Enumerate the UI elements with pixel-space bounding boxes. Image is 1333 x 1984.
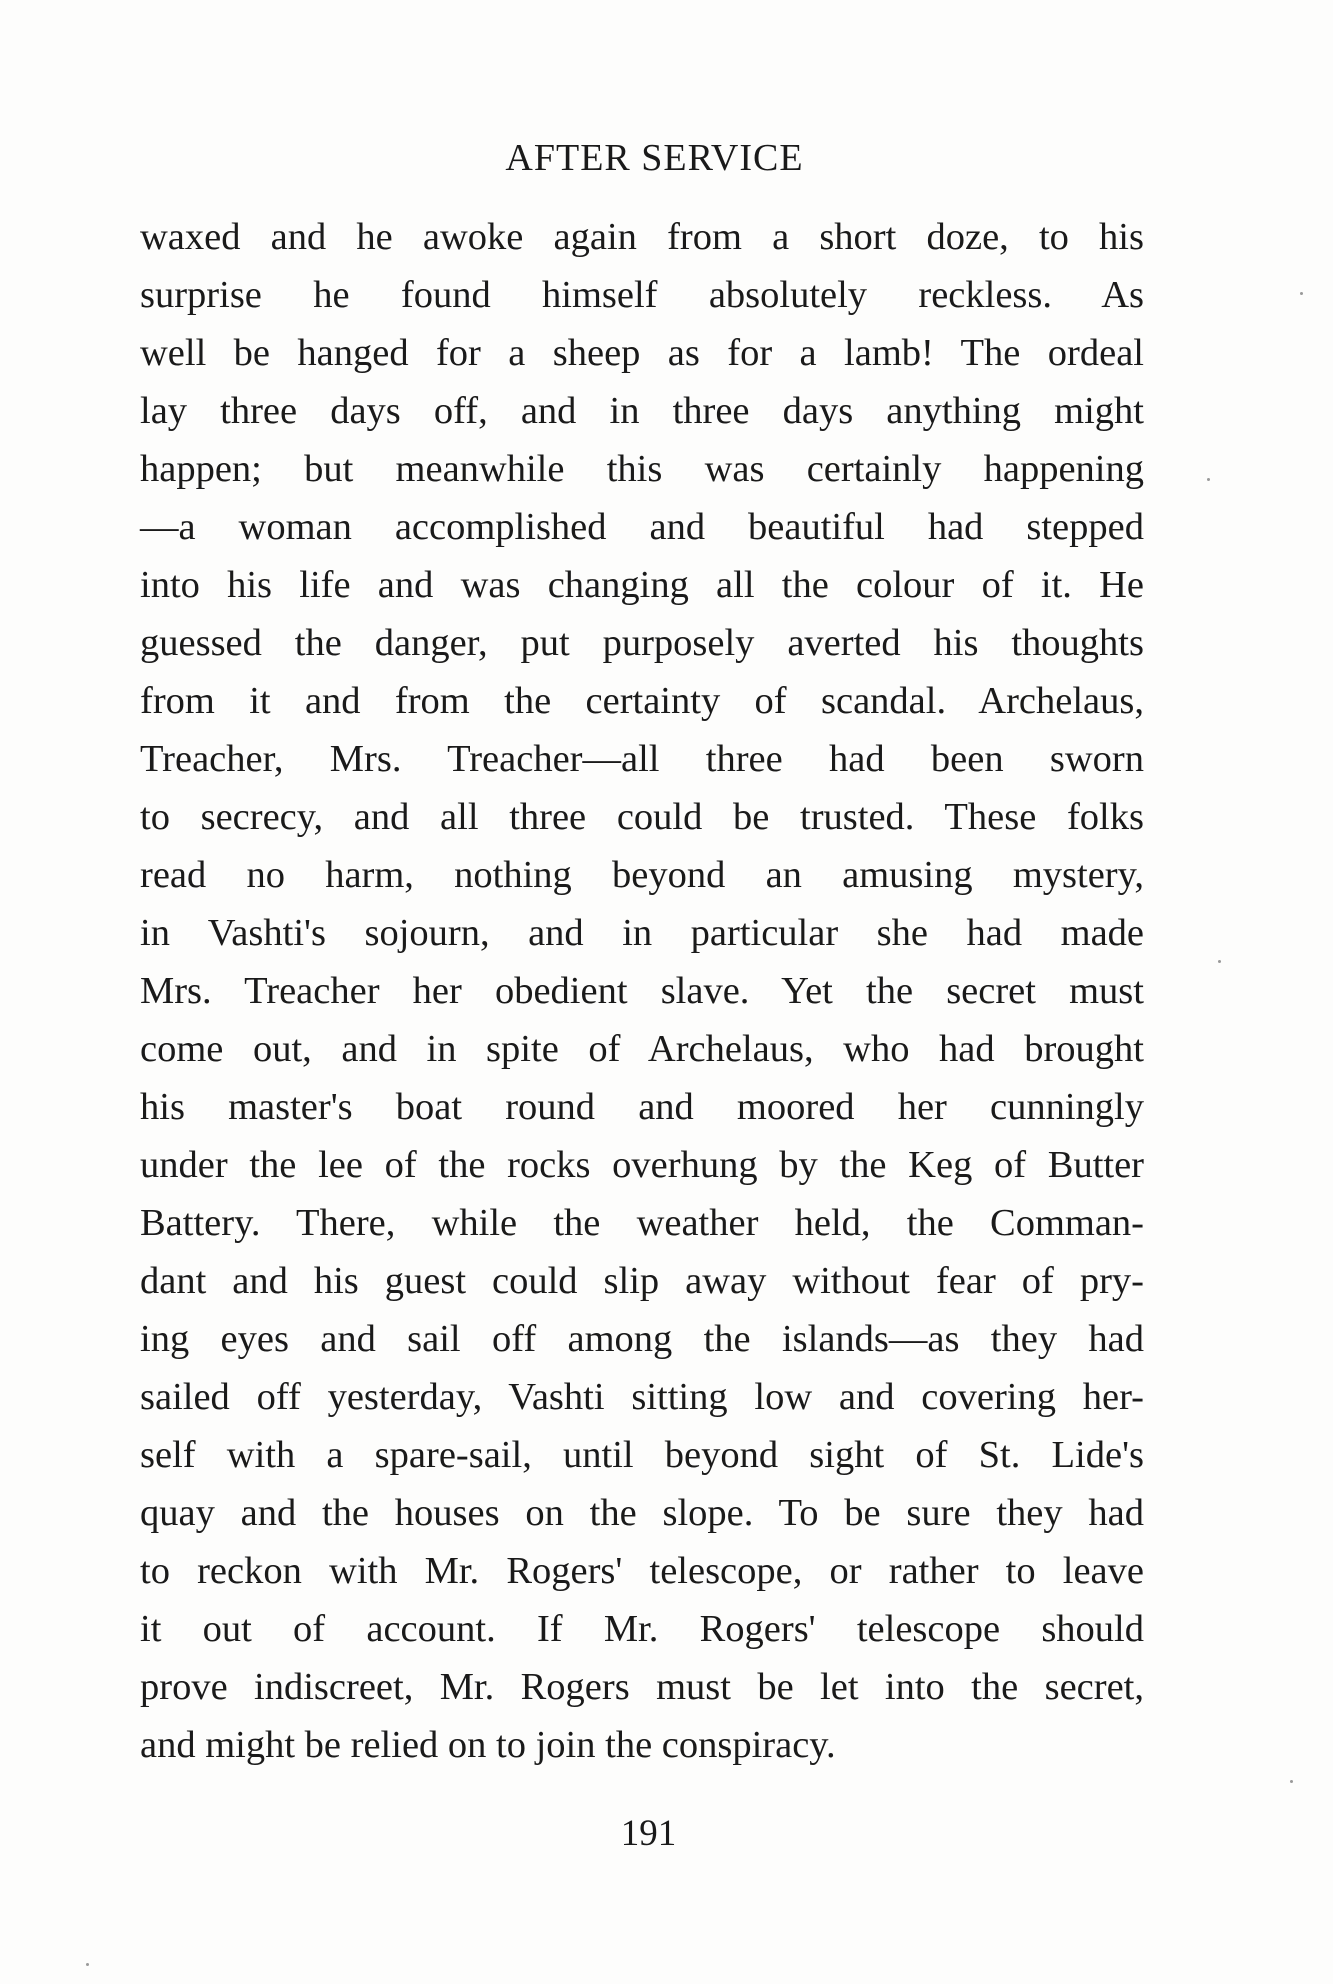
text-line: it out of account. If Mr. Rogers' telescope should (140, 1608, 1144, 1650)
text-line: sailed off yesterday, Vashti sitting low and covering her- (140, 1376, 1144, 1418)
paper-speck (1207, 478, 1210, 481)
text-line: ing eyes and sail off among the islands—as they had (140, 1318, 1144, 1360)
running-head: AFTER SERVICE (505, 137, 804, 179)
text-line: waxed and he awoke again from a short doze, to his (140, 216, 1144, 258)
text-line: well be hanged for a sheep as for a lamb! The ordeal (140, 332, 1144, 374)
text-line: Treacher, Mrs. Treacher—all three had been sworn (140, 738, 1144, 780)
text-line: happen; but meanwhile this was certainly happening (140, 448, 1144, 490)
text-line: dant and his guest could slip away without fear of pry- (140, 1260, 1144, 1302)
text-line: read no harm, nothing beyond an amusing mystery, (140, 854, 1144, 896)
text-line: come out, and in spite of Archelaus, who had brought (140, 1028, 1144, 1070)
text-line: and might be relied on to join the conspiracy. (140, 1724, 836, 1766)
text-line: in Vashti's sojourn, and in particular she had made (140, 912, 1144, 954)
text-line: guessed the danger, put purposely averted his thoughts (140, 622, 1144, 664)
text-line: quay and the houses on the slope. To be sure they had (140, 1492, 1144, 1534)
text-line: lay three days off, and in three days anything might (140, 390, 1144, 432)
text-line: Battery. There, while the weather held, the Comman- (140, 1202, 1144, 1244)
paper-speck (1218, 960, 1221, 963)
text-line: surprise he found himself absolutely reckless. As (140, 274, 1144, 316)
text-line: to reckon with Mr. Rogers' telescope, or rather to leave (140, 1550, 1144, 1592)
body-text (140, 208, 1144, 1774)
text-line: self with a spare-sail, until beyond sight of St. Lide's (140, 1434, 1144, 1476)
text-line: to secrecy, and all three could be trusted. These folks (140, 796, 1144, 838)
text-line: under the lee of the rocks overhung by the Keg of Butter (140, 1144, 1144, 1186)
text-line: Mrs. Treacher her obedient slave. Yet the secret must (140, 970, 1144, 1012)
paper-speck (86, 1963, 89, 1966)
text-line: prove indiscreet, Mr. Rogers must be let into the secret, (140, 1666, 1144, 1708)
text-line: —a woman accomplished and beautiful had stepped (140, 506, 1144, 548)
paper-speck (1300, 292, 1303, 295)
text-line: into his life and was changing all the colour of it. He (140, 564, 1144, 606)
paper-speck (1290, 1780, 1293, 1783)
page-number: 191 (620, 1813, 677, 1854)
text-line: from it and from the certainty of scandal. Archelaus, (140, 680, 1144, 722)
text-line: his master's boat round and moored her cunningly (140, 1086, 1144, 1128)
